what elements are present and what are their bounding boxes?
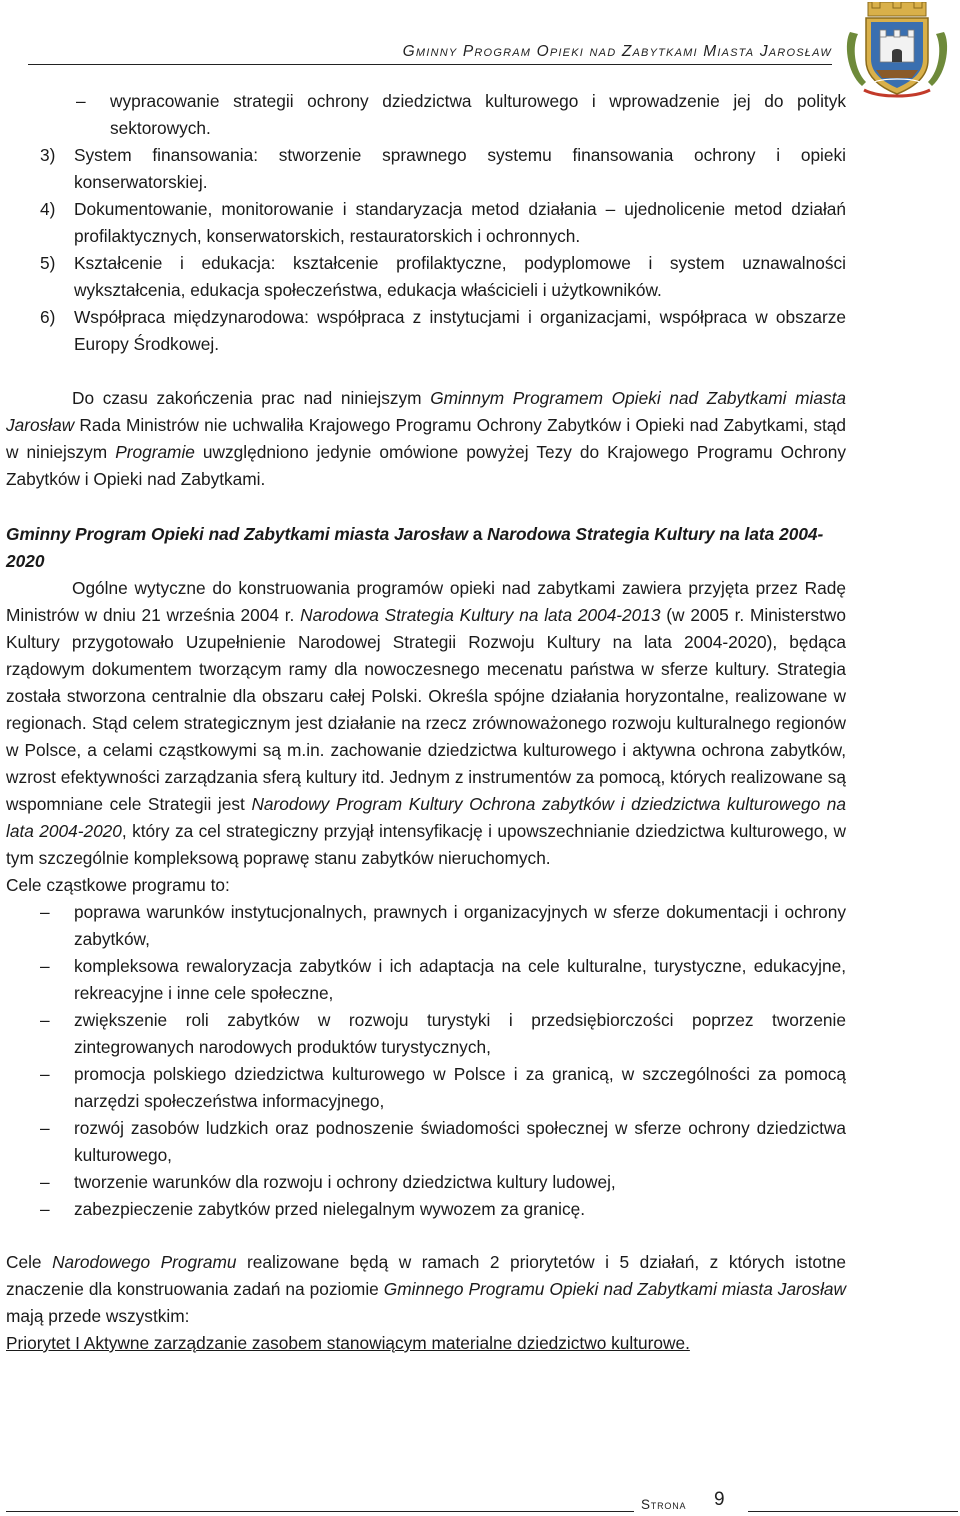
heading-part: a: [467, 524, 488, 544]
section-heading: [6, 521, 846, 575]
heading-part: Narodowa Strategia Kultury na lata 2004-2020: [6, 524, 824, 571]
dash-marker: –: [40, 1118, 50, 1138]
heading-part: Gminny Program Opieki nad Zabytkami miasta Jarosław: [6, 524, 468, 544]
italic-run: Programie: [115, 442, 195, 462]
running-header-title: Gminny Program Opieki nad Zabytkami Miasta Jarosław: [402, 43, 832, 60]
item-number: 6): [40, 307, 56, 327]
paragraph-national-strategy: [6, 575, 846, 872]
priority-one-heading: Priorytet I Aktywne zarządzanie zasobem stanowiącym materialne dziedzictwo kulturowe.: [6, 1333, 690, 1353]
text-run: Cele: [6, 1252, 53, 1272]
goal-text: kompleksowa rewaloryzacja zabytków i ich adaptacja na cele kulturalne, turystyczne, edukacyjne, rekreacyjne i inne cele społeczne,: [74, 956, 846, 1003]
goal-text: tworzenie warunków dla rozwoju i ochrony dziedzictwa kultury ludowej,: [74, 1172, 616, 1192]
goals-lead: Cele cząstkowe programu to:: [6, 875, 230, 895]
numbered-item-5: [6, 250, 846, 304]
text-run: (w 2005 r. Ministerstwo Kultury przygotowało Uzupełnienie Narodowej Strategii Rozwoju Kultury na lata 2004-2020), będąca rządowym dokumentem tworzącym ramy dla nowoczesnego mecenatu państwa w sferze kultury. Strategia została stworzona centralnie dla obszaru całej Polski. Określa spójne działania horyzontalne, realizowane w regionach. Stąd celem strategicznym jest działanie na rzecz zrównoważonego rozwoju kulturalnego regionów w Polsce, a celami cząstkowymi są m.in. zachowanie dziedzictwa kulturowego i aktywna ochrona zabytków, wzrost efektywności zarządzania sferą kultury itd. Jednym z instrumentów za pomocą, których realizowane są wspomniane cele Strategii jest: [6, 605, 846, 814]
footer-rule-right: [748, 1511, 958, 1512]
italic-run: Narodowa Strategia Kultury na lata 2004-2013: [300, 605, 661, 625]
goal-item: [6, 1196, 846, 1223]
italic-run: Gminnym Programem Opieki nad Zabytkami miasta Jarosław: [6, 388, 846, 435]
dash-marker: –: [40, 956, 50, 976]
footer-page-label: Strona: [641, 1497, 687, 1512]
goal-text: zwiększenie roli zabytków w rozwoju turystyki i przedsiębiorczości poprzez tworzenie zintegrowanych narodowych produktów turystycznych,: [74, 1010, 846, 1057]
text-run: , który za cel strategiczny przyjął intensyfikację i upowszechnianie dziedzictwa kulturowego, w tym szczególnie kompleksową poprawę stanu zabytków nieruchomych.: [6, 821, 846, 868]
italic-run: Narodowego Programu: [52, 1252, 237, 1272]
goal-item: [6, 1169, 846, 1196]
paragraph-programme-context: [6, 385, 846, 493]
dash-marker: –: [40, 1172, 50, 1192]
text-run: Do czasu zakończenia prac nad niniejszym: [72, 388, 431, 408]
goal-text: poprawa warunków instytucjonalnych, prawnych i organizacyjnych w sferze dokumentacji i ochrony zabytków,: [74, 902, 846, 949]
dash-marker: –: [40, 902, 50, 922]
city-coat-of-arms-icon: [840, 2, 954, 98]
item-text: Kształcenie i edukacja: kształcenie profilaktyczne, podyplomowe i system uznawalności wykształcenia, edukacja społeczeństwa, edukacja właścicieli i użytkowników.: [74, 253, 846, 300]
goal-text: rozwój zasobów ludzkich oraz podnoszenie świadomości społecznej w sferze ochrony dziedzictwa kulturowego,: [74, 1118, 846, 1165]
text-run: Ogólne wytyczne do konstruowania programów opieki nad zabytkami zawiera przyjęta przez Radę Ministrów w dniu 21 września 2004 r.: [6, 578, 846, 625]
paragraph-priorities: [6, 1249, 846, 1330]
item-text: Dokumentowanie, monitorowanie i standaryzacja metod działania – ujednolicenie metod działań profilaktycznych, konserwatorskich, restauratorskich i ochronnych.: [74, 199, 846, 246]
goal-text: zabezpieczenie zabytków przed nielegalnym wywozem za granicę.: [74, 1199, 586, 1219]
text-run: mają przede wszystkim:: [6, 1306, 190, 1326]
item-number: 3): [40, 145, 56, 165]
goal-item: [6, 899, 846, 953]
goal-item: [6, 1007, 846, 1061]
item-number: 5): [40, 253, 56, 273]
list-item-dash: [6, 88, 846, 142]
dash-marker: –: [40, 1064, 50, 1084]
goal-item: [6, 1061, 846, 1115]
dash-marker: –: [40, 1199, 50, 1219]
item-text: Współpraca międzynarodowa: współpraca z instytucjami i organizacjami, współpraca w obszarze Europy Środkowej.: [74, 307, 846, 354]
numbered-item-6: [6, 304, 846, 358]
numbered-item-3: [6, 142, 846, 196]
list-item-text: wypracowanie strategii ochrony dziedzictwa kulturowego i wprowadzenie jej do polityk sektorowych.: [110, 91, 846, 138]
item-number: 4): [40, 199, 56, 219]
text-run: realizowane będą w ramach 2 priorytetów i 5 działań, z których istotne znaczenie dla konstruowania zadań na poziomie: [6, 1252, 846, 1299]
text-run: Rada Ministrów nie uchwaliła Krajowego Programu Ochrony Zabytków i Opieki nad Zabytkami, stąd w niniejszym: [6, 415, 846, 462]
goal-item: [6, 1115, 846, 1169]
text-run: uwzględniono jedynie omówione powyżej Tezy do Krajowego Programu Ochrony Zabytków i Opieki nad Zabytkami.: [6, 442, 846, 489]
dash-marker: –: [76, 91, 86, 111]
header-rule: [28, 64, 832, 65]
goal-text: promocja polskiego dziedzictwa kulturowego w Polsce i za granicą, w szczególności za pomocą narzędzi społeczeństwa informacyjnego,: [74, 1064, 846, 1111]
item-text: System finansowania: stworzenie sprawnego systemu finansowania ochrony i opieki konserwatorskiej.: [74, 145, 846, 192]
italic-run: Narodowy Program Kultury Ochrona zabytków i dziedzictwa kulturowego na lata 2004-2020: [6, 794, 846, 841]
dash-marker: –: [40, 1010, 50, 1030]
document-body: [6, 88, 846, 1357]
footer-rule-left: [6, 1511, 634, 1512]
italic-run: Gminnego Programu Opieki nad Zabytkami miasta Jarosław: [383, 1279, 846, 1299]
goal-item: [6, 953, 846, 1007]
numbered-item-4: [6, 196, 846, 250]
footer-page-number: 9: [714, 1489, 725, 1510]
